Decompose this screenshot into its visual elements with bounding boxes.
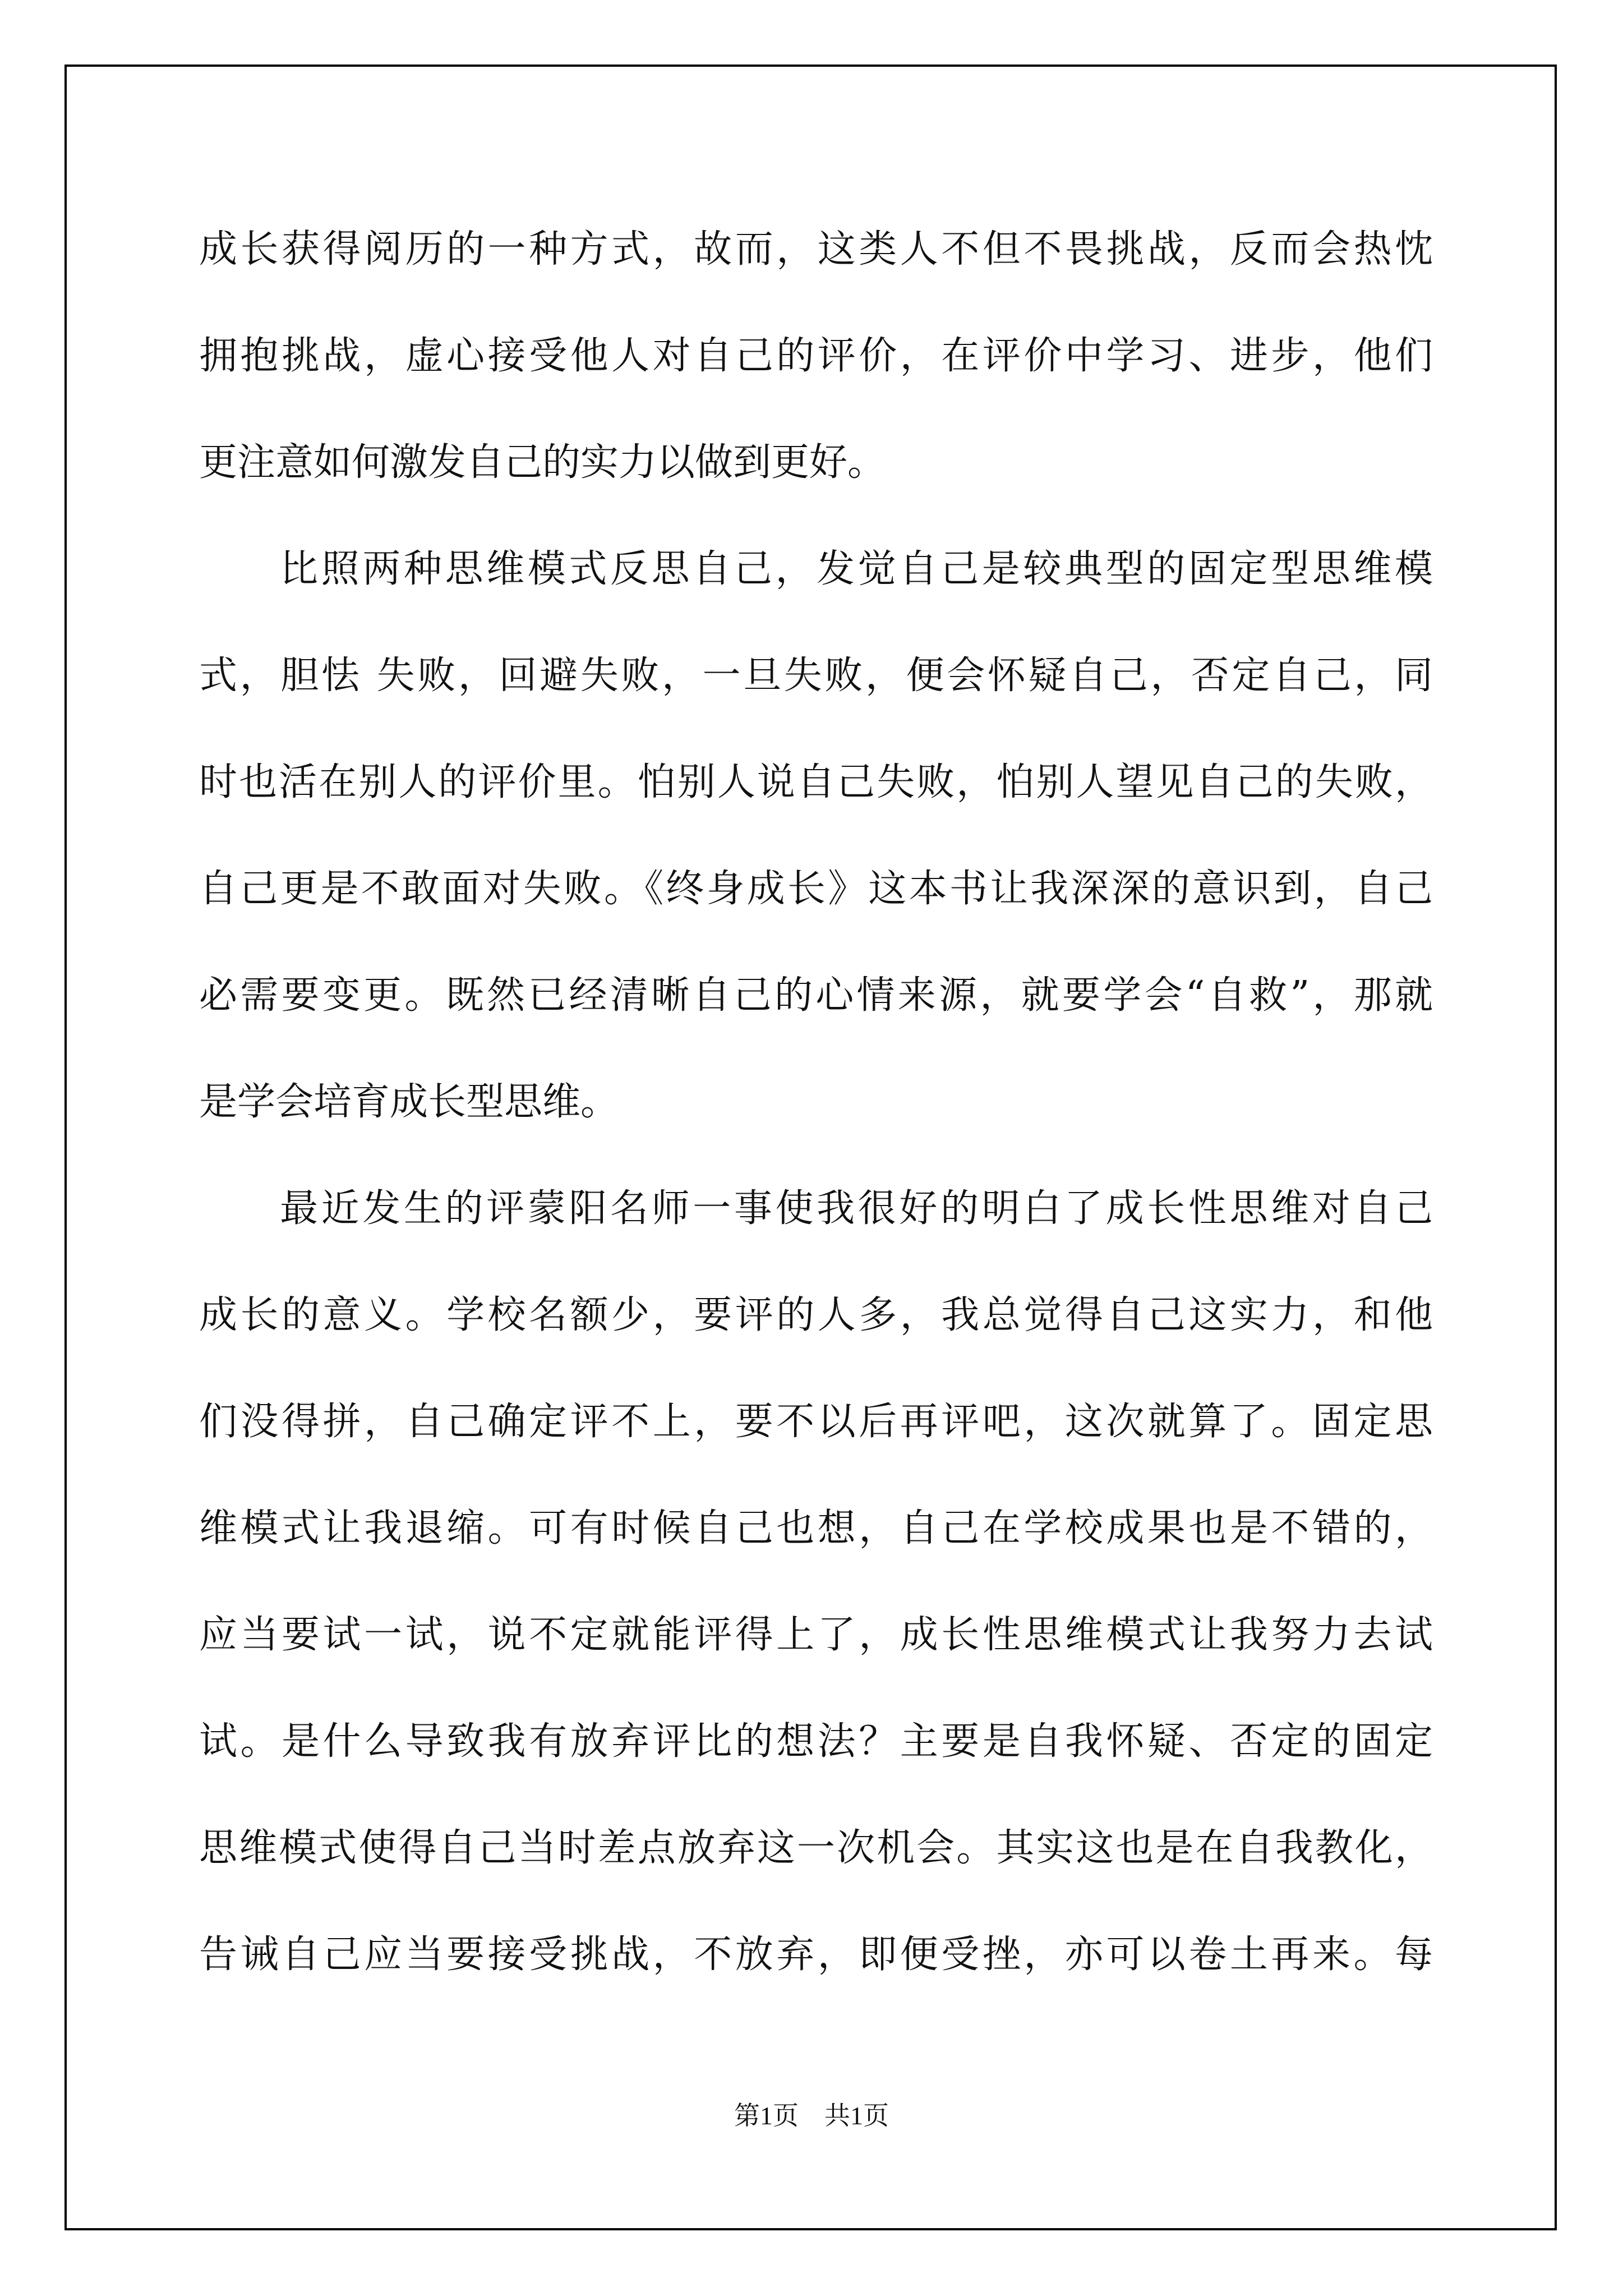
text-line: 比照两种思维模式反思自己，发觉自己是较典型的固定型思维模 bbox=[280, 547, 1433, 591]
text-line: 应当要试一试，说不定就能评得上了，成长性思维模式让我努力去试 bbox=[199, 1613, 1433, 1657]
text-line: 试。是什么导致我有放弃评比的想法？主要是自我怀疑、否定的固定 bbox=[199, 1719, 1433, 1764]
text-line: 必需要变更。既然已经清晰自己的心情来源，就要学会“自救”，那就 bbox=[199, 973, 1433, 1018]
text-line: 成长获得阅历的一种方式，故而，这类人不但不畏挑战，反而会热忱 bbox=[199, 227, 1433, 272]
text-line: 最近发生的评蒙阳名师一事使我很好的明白了成长性思维对自己 bbox=[280, 1186, 1433, 1231]
text-line: 是学会培育成长型思维。 bbox=[199, 1080, 619, 1124]
document-body bbox=[199, 196, 1433, 2008]
text-line: 自己更是不敢面对失败。《终身成长》这本书让我深深的意识到，自己 bbox=[199, 867, 1433, 911]
text-line: 拥抱挑战，虚心接受他人对自己的评价，在评价中学习、进步，他们 bbox=[199, 334, 1433, 378]
text-line: 们没得拼，自己确定评不上，要不以后再评吧，这次就算了。固定思 bbox=[199, 1400, 1433, 1444]
text-line: 式，胆怯 失败，回避失败，一旦失败，便会怀疑自己，否定自己，同 bbox=[199, 654, 1433, 698]
page-number-footer: 第1页 共1页 bbox=[734, 2101, 889, 2130]
text-line: 成长的意义。学校名额少，要评的人多，我总觉得自己这实力，和他 bbox=[199, 1293, 1433, 1337]
text-line: 告诫自己应当要接受挑战，不放弃，即便受挫，亦可以卷土再来。每 bbox=[199, 1932, 1433, 1977]
text-line: 更注意如何激发自己的实力以做到更好。 bbox=[199, 440, 886, 485]
text-line: 思维模式使得自己当时差点放弃这一次机会。其实这也是在自我教化， bbox=[199, 1826, 1433, 1870]
text-line: 维模式让我退缩。可有时候自己也想，自己在学校成果也是不错的， bbox=[199, 1506, 1433, 1550]
text-line: 时也活在别人的评价里。怕别人说自己失败，怕别人望见自己的失败， bbox=[199, 760, 1433, 804]
